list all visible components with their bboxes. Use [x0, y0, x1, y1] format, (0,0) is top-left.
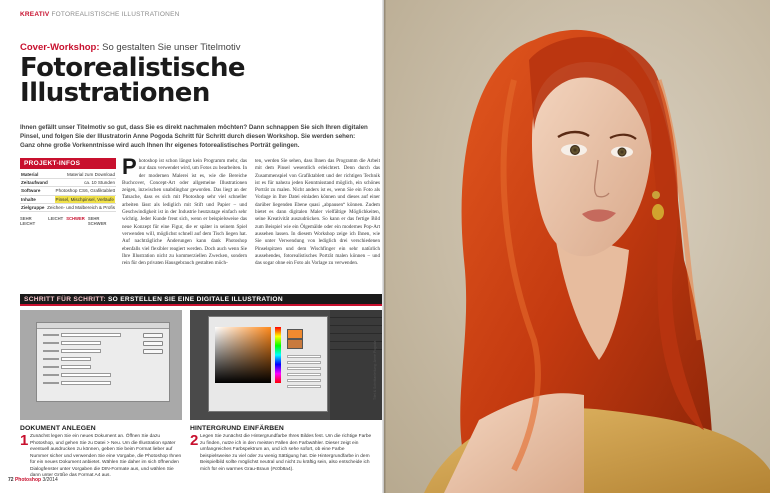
info-value: Zeichen- und Malbereich & Profis: [47, 204, 115, 210]
info-row: [20, 179, 116, 187]
panel-row: [330, 318, 382, 326]
difficulty-level-active: SCHWER: [66, 216, 85, 222]
info-box-title: PROJEKT-INFOS: [20, 158, 116, 169]
page-number: 72: [8, 477, 14, 483]
article-eyebrow: [20, 42, 241, 53]
color-value-field: [287, 373, 321, 376]
step-1-screenshot: [20, 310, 182, 420]
dialog-field: [61, 333, 121, 337]
dialog-field-label: [43, 374, 59, 376]
difficulty-level: SEHR SCHWER: [87, 216, 107, 227]
step-1-text: Zunächst legen Sie ein neues Dokument an. Öffnen Sie dazu Photoshop, und gehen Sie zu Datei > Neu. Um die Illustration später eventuell ausdrucken zu können, geben Sie beim Format lieber auf Nummer sicher und verwenden Sie eine Vorgabe, die Photoshop Ihnen für ein neues Dokument anbietet. Wählen Sie daher im sich öffnenden Dialogfenster unter Vorgaben die DIN-Formate aus, und wählen Sie dann unter Größe das Format A4 aus.: [30, 434, 182, 478]
dialog-field: [61, 365, 91, 369]
info-row: [20, 196, 116, 204]
new-color-swatch: [287, 329, 303, 339]
body-columns: [122, 154, 380, 267]
new-document-dialog: [36, 322, 170, 402]
dialog-field: [61, 357, 91, 361]
color-value-field: [287, 367, 321, 370]
left-page: [0, 0, 384, 493]
info-rows: [20, 171, 116, 212]
dialog-field-label: [43, 382, 59, 384]
dialog-cancel-button: [143, 341, 163, 346]
color-value-field: [287, 379, 321, 382]
eyebrow-sub: So gestalten Sie unser Titelmotiv: [102, 42, 241, 53]
dialog-field-label: [43, 366, 59, 368]
page-gutter: [382, 0, 386, 493]
section-sublabel: FOTOREALISTISCHE ILLUSTRATIONEN: [51, 11, 180, 18]
step-2-number: 2: [190, 432, 199, 449]
difficulty-scale: [20, 216, 116, 226]
panel-row: [330, 326, 382, 334]
step-1-number: 1: [20, 432, 29, 449]
difficulty-level: LEICHT: [48, 216, 64, 222]
dialog-field: [61, 341, 101, 345]
steps-band-sublabel: SO ERSTELLEN SIE EINE DIGITALE ILLUSTRATION: [107, 295, 283, 303]
body-column-1: [122, 154, 247, 267]
dialog-ok-button: [143, 333, 163, 338]
info-label: Zielgruppe: [21, 204, 45, 210]
dropcap: P: [122, 154, 137, 179]
earring-drop: [652, 204, 664, 220]
info-value: ca. 10 Stunden: [84, 180, 115, 186]
dialog-field-label: [43, 350, 59, 352]
magazine-brand: Photoshop: [14, 477, 42, 483]
steps-band: [20, 294, 382, 304]
image-credit: Titel & Schrittanleitung: Anne Pogoda: [373, 340, 377, 400]
earring-top: [652, 191, 660, 199]
steps-band-label: SCHRITT FÜR SCHRITT:: [24, 295, 106, 303]
info-row: [20, 204, 116, 212]
portrait-illustration: [384, 0, 770, 493]
info-label: Software: [21, 188, 41, 194]
iris-right: [618, 148, 627, 157]
body-text: hotoshop ist schon längst kein Programm mehr, das nur dazu verwendet wird, um Fotos zu bearbeiten. In der modernen Malerei ist es, wie die Bereiche Buchcover, Concept-Art oder allgemeine Illustrationen zeigen, inzwischen unabdingbar geworden. Das liegt an der Tatsache, dass es sich mit Photoshop sehr viel schneller arbeiten lässt als lediglich mit Stift und Papier – und Geschwindigkeit ist in der Industrie heutzutage einfach sehr wichtig. Jeder Kunde freut sich, wenn er beispielsweise das neue Konzept für eine Figur, die er später in seinem Spiel verwenden will, möglichst schnell auf dem Tisch liegen hat. Auf nachträgliche Änderungen kann dank Photoshop ebenfalls viel flexibler reagiert werden. Doch auch wenn Sie Ihre Illustration nicht zu kommerziellen Zwecken, sondern rein für den privaten Hausgebrauch gestalten möch-: [122, 158, 247, 267]
title-line-1: Fotorealistische: [20, 53, 245, 83]
difficulty-level: SEHR LEICHT: [20, 216, 36, 227]
dialog-field-label: [43, 358, 59, 360]
magazine-issue: 3/2014: [42, 477, 58, 483]
info-label: Inhalte: [21, 196, 36, 202]
steps-band-rule: [20, 304, 382, 306]
right-page-illustration: [384, 0, 770, 493]
iris-left: [570, 145, 580, 155]
section-header: [20, 11, 180, 18]
dialog-save-button: [143, 349, 163, 354]
steps-band-text: [24, 296, 283, 303]
step-1-title: DOKUMENT ANLEGEN: [20, 425, 96, 432]
color-field: [215, 327, 271, 383]
current-color-swatch: [287, 339, 303, 349]
info-label: Zeitaufwand: [21, 180, 48, 186]
info-row: [20, 171, 116, 179]
body-column-2: [255, 158, 380, 267]
color-picker-dialog: [208, 316, 328, 412]
panel-row: [330, 310, 382, 318]
section-label: KREATIV: [20, 11, 50, 18]
info-label: Material: [21, 172, 39, 177]
body-text: ten, werden Sie sehen, dass Ihnen das Programm die Arbeit mit dem Pinsel wesentlich erleichtert. Denn durch das Zusammenspiel von Grafiktablett und der richtigen Technik ist es für nahezu jeden Kenntnisstand möglich, ein schönes Porträt zu malen. Nicht anders ist es, wenn Sie ein Foto als Vorlage in Ihre Datei einladen können und dieses auf einer darüber liegenden Ebene quasi „abpausen“ können. Zudem bietet es dann digitalen Maler vielfältige Möglichkeiten, seine Kreativität auszudrücken. So kann er das fertige Bild zum Beispiel wie ein Ölgemälde oder ein modernes Pop-Art aussehen lassen. In diesem Workshop zeige ich Ihnen, wie Sie unter Verwendung von lediglich drei verschiedenen Pinselspitzen und dem Wischfinger ein sehr natürlich aussehendes, fotorealistisches Porträt malen können – und das sogar ohne ein Foto als Vorlage zu verwenden.: [255, 158, 380, 267]
step-2-title: HINTERGRUND EINFÄRBEN: [190, 425, 284, 432]
color-value-field: [287, 361, 321, 364]
info-value-highlighted: Pinsel, Mischpinsel, Verläufe: [55, 196, 114, 202]
info-row: [20, 187, 116, 195]
info-value: Material zum Download: [67, 172, 115, 177]
dialog-field-label: [43, 334, 59, 336]
dialog-titlebar: [37, 323, 169, 329]
title-line-2: Illustrationen: [20, 78, 210, 108]
dialog-field: [61, 349, 101, 353]
dialog-field: [61, 373, 111, 377]
article-intro: Ihnen gefällt unser Titelmotiv so gut, dass Sie es direkt nachmalen möchten? Dann schnappen Sie sich Ihren digitalen Pinsel, und folgen Sie der Illustratorin Anne Pogoda Schritt für Schritt durch diesen Workshop. Sie werden sehen: Ganz ohne große Vorkenntnisse wird auch Ihnen Ihr eigenes fotorealistisches Porträt gelingen.: [20, 124, 368, 150]
project-info-box: [20, 158, 116, 226]
dialog-field-label: [43, 342, 59, 344]
page-footer: [8, 477, 58, 483]
color-value-field: [287, 355, 321, 358]
step-2-text: Legen Sie zunächst die Hintergrundfarbe Ihres Bildes fest. Um die richtige Farbe zu finden, nutze ich in den meisten Fällen den Farbwähler. Dieser zeigt ein umfangreiches Farbspektrum an, und ich sehe sofort, ob eine Farbe beispielsweise zu viel oder zu wenig Sättigung hat. Die Hintergrundfarbe in dem Beispielbild sollte möglichst neutral und nicht zu kräftig sein, also entscheide ich mich für ein warmes Grau-Braun (#c0b8a4).: [200, 434, 372, 472]
dialog-field: [61, 381, 111, 385]
eyebrow-main: Cover-Workshop:: [20, 42, 100, 53]
info-value: Photoshop CS6, Grafiktablett: [55, 188, 115, 194]
article-title: [20, 53, 350, 108]
color-value-field: [287, 385, 321, 388]
step-2-screenshot: [190, 310, 382, 420]
hue-slider: [275, 327, 281, 383]
